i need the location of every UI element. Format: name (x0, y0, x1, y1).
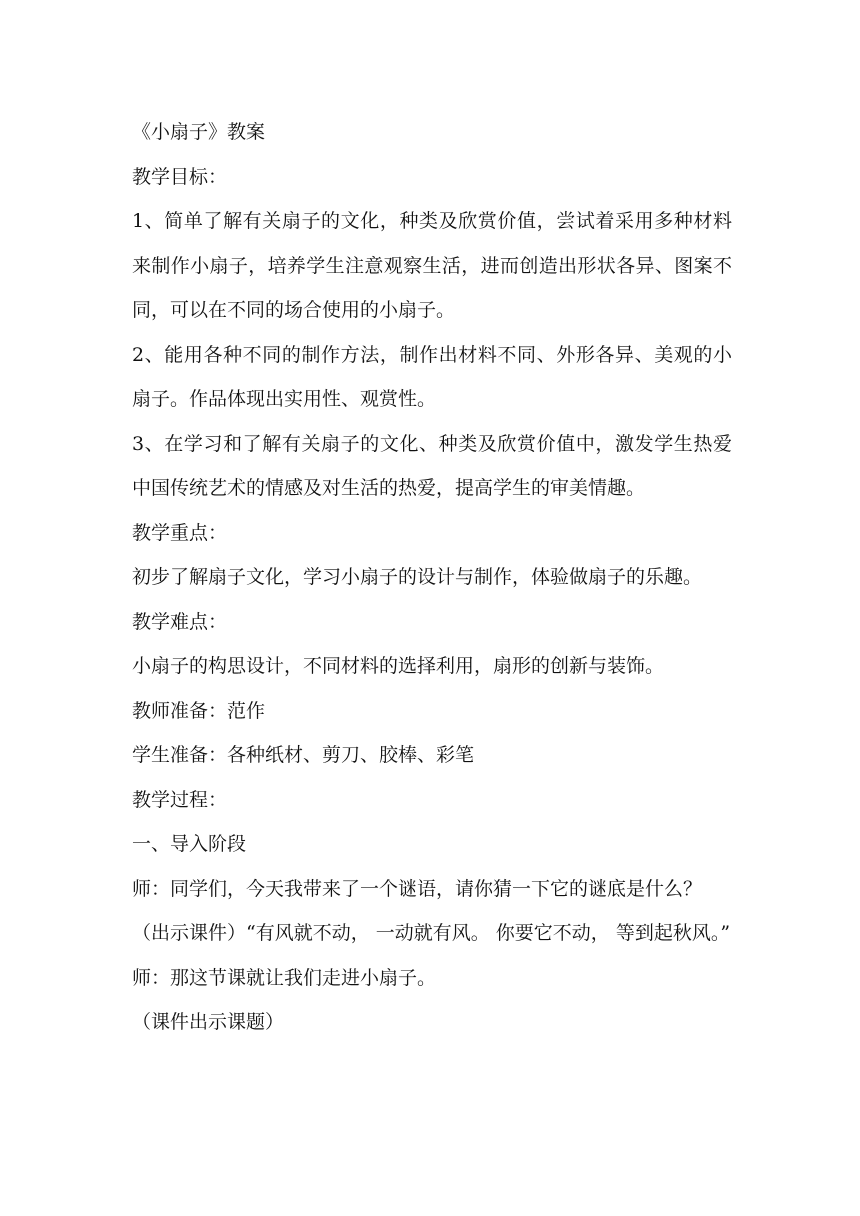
teacher-preparation: 教师准备：范作 (132, 699, 266, 722)
courseware-title-note: （课件出示课题） (132, 1011, 285, 1033)
teacher-line-enter: 师：那这节课就让我们走进小扇子。 (132, 966, 437, 989)
goal-item-3: 3、在学习和了解有关扇子的文化、种类及欣赏价值中，激发学生热爱中国传统艺术的情感及对生活的热爱，提高学生的审美情趣。 (132, 432, 732, 499)
riddle-courseware: （出示课件）“有风就不动， 一动就有风。 你要它不动， 等到起秋风。” (132, 922, 731, 944)
difficulties-text: 小扇子的构思设计，不同材料的选择利用，扇形的创新与装饰。 (132, 655, 665, 677)
key-points-text: 初步了解扇子文化，学习小扇子的设计与制作，体验做扇子的乐趣。 (132, 566, 703, 588)
teacher-line-riddle: 师：同学们，今天我带来了一个谜语，请你猜一下它的谜底是什么？ (132, 877, 703, 900)
heading-key-points: 教学重点： (132, 521, 228, 544)
section-introduction: 一、导入阶段 (132, 833, 247, 855)
document-title: 《小扇子》教案 (132, 121, 266, 143)
document-page (132, 110, 732, 1045)
heading-teaching-goals: 教学目标： (132, 165, 228, 188)
heading-teaching-process: 教学过程： (132, 788, 228, 811)
goal-item-1: 1、简单了解有关扇子的文化，种类及欣赏价值，尝试着采用多种材料来制作小扇子，培养学生注意观察生活，进而创造出形状各异、图案不同，可以在不同的场合使用的小扇子。 (132, 210, 732, 321)
goal-item-2: 2、能用各种不同的制作方法，制作出材料不同、外形各异、美观的小扇子。作品体现出实用性、观赏性。 (132, 343, 732, 410)
student-preparation: 学生准备：各种纸材、剪刀、胶棒、彩笔 (132, 744, 475, 766)
heading-difficulties: 教学难点： (132, 610, 228, 633)
